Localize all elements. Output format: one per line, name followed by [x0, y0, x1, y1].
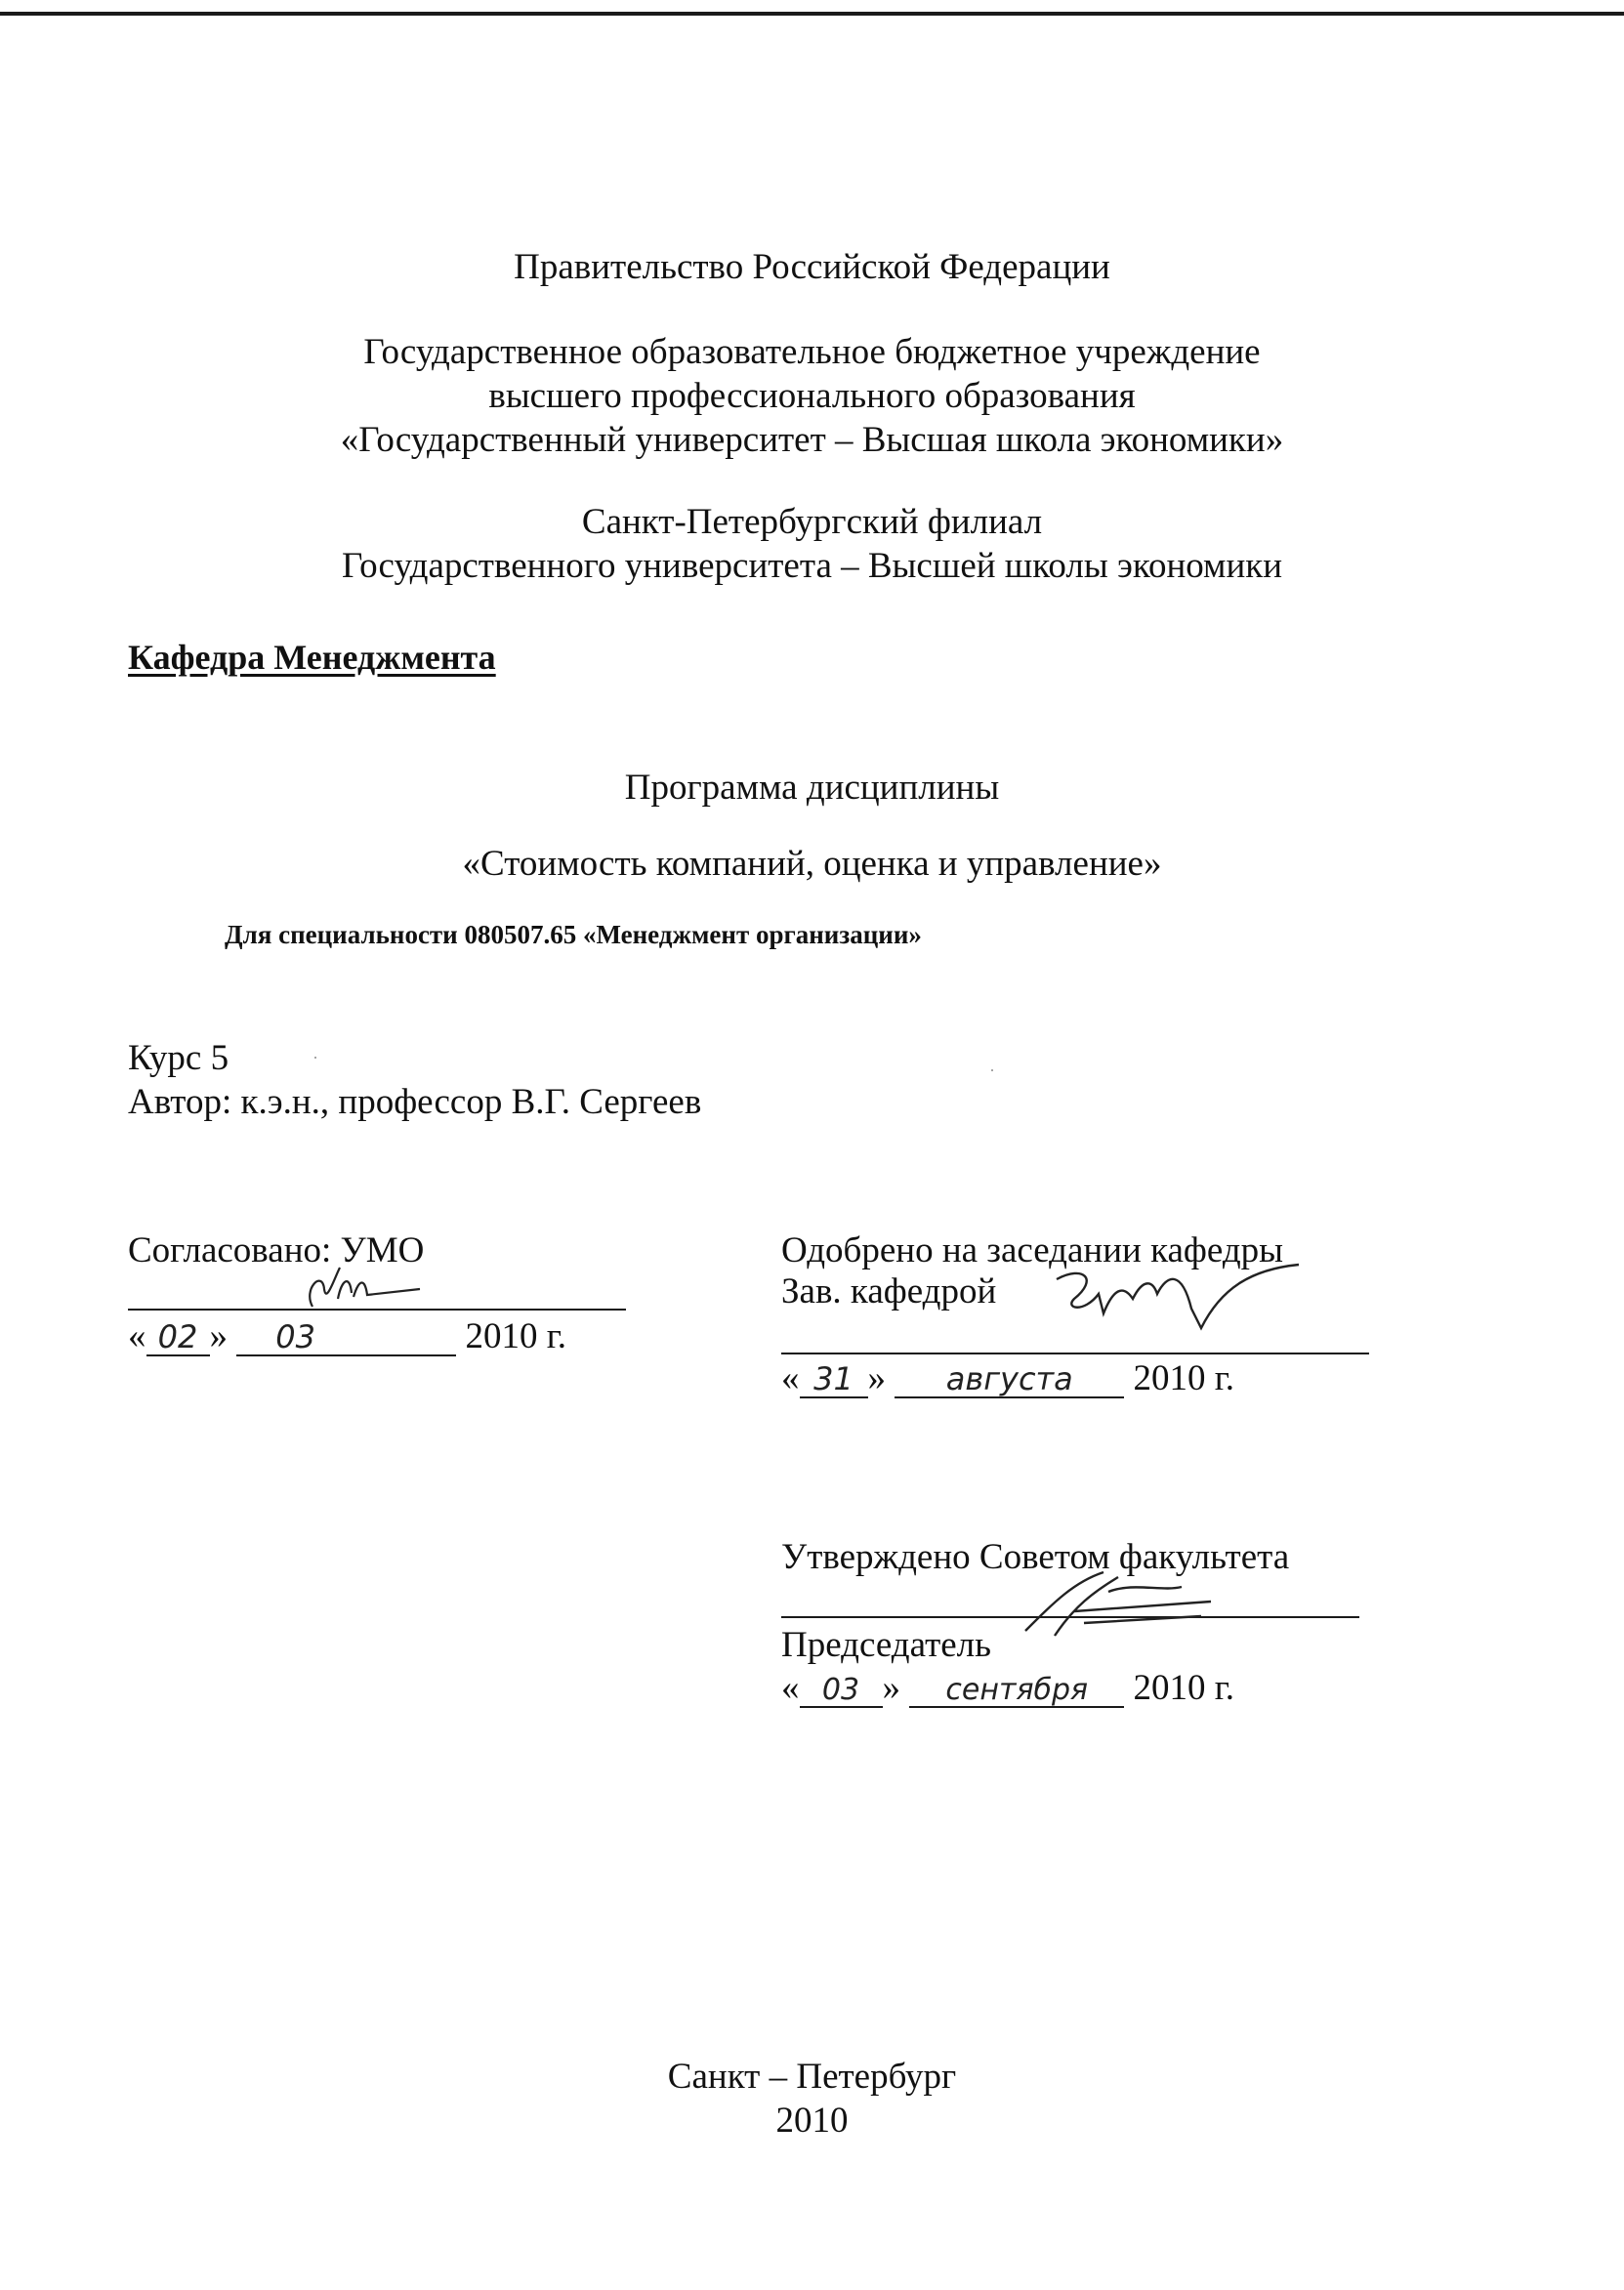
footer-city: Санкт – Петербург [667, 2057, 957, 2097]
chair-label: Председатель [781, 1625, 992, 1665]
specialty-line: Для специальности 080507.65 «Менеджмент организации» [225, 920, 922, 949]
course-label: Курс 5 [128, 1038, 229, 1078]
department-head-signature [1045, 1260, 1309, 1348]
council-approval-label: Утверждено Советом факультета [781, 1537, 1290, 1577]
head-of-department-label: Зав. кафедрой [781, 1271, 997, 1312]
department-year: 2010 г. [1133, 1358, 1235, 1398]
department-date-row [781, 1360, 1234, 1398]
institution-line-2: высшего профессионального образования [488, 376, 1136, 416]
umo-year: 2010 г. [465, 1316, 567, 1356]
umo-day: 02 [157, 1318, 198, 1355]
open-quote: « [781, 1358, 800, 1398]
department-signature-line [781, 1353, 1369, 1354]
scan-speck [314, 1057, 316, 1059]
branch-line-1: Санкт-Петербургский филиал [581, 502, 1043, 542]
government-title: Правительство Российской Федерации [514, 247, 1110, 287]
footer-year: 2010 [775, 2101, 849, 2141]
umo-date-row [128, 1318, 566, 1356]
branch-block [0, 500, 1624, 588]
council-chair-signature [1016, 1562, 1240, 1650]
council-year: 2010 г. [1133, 1668, 1235, 1708]
council-month: сентября [945, 1673, 1089, 1707]
department-approval-label: Одобрено на заседании кафедры [781, 1230, 1284, 1270]
author-line: Автор: к.э.н., профессор В.Г. Сергеев [128, 1082, 702, 1122]
umo-signature [283, 1260, 439, 1318]
institution-block [0, 330, 1624, 462]
discipline-title: «Стоимость компаний, оценка и управление» [462, 844, 1162, 884]
open-quote: « [128, 1316, 146, 1356]
council-day: 03 [821, 1673, 860, 1707]
scan-speck [991, 1069, 993, 1071]
umo-label: Согласовано: УМО [128, 1230, 425, 1270]
umo-month: 03 [275, 1318, 315, 1355]
close-quote: » [209, 1316, 228, 1356]
council-date-row [781, 1670, 1234, 1708]
program-title: Программа дисциплины [624, 768, 1000, 808]
close-quote: » [867, 1358, 886, 1398]
close-quote: » [882, 1668, 900, 1708]
department-name: Кафедра Менеджмента [128, 638, 496, 677]
department-day: 31 [813, 1360, 854, 1397]
department-month: августа [945, 1360, 1073, 1397]
branch-line-2: Государственного университета – Высшей школы экономики [341, 546, 1283, 586]
open-quote: « [781, 1668, 800, 1708]
institution-line-1: Государственное образовательное бюджетное учреждение [363, 332, 1261, 372]
scan-edge-line [0, 12, 1624, 16]
institution-line-3: «Государственный университет – Высшая школа экономики» [340, 420, 1284, 460]
